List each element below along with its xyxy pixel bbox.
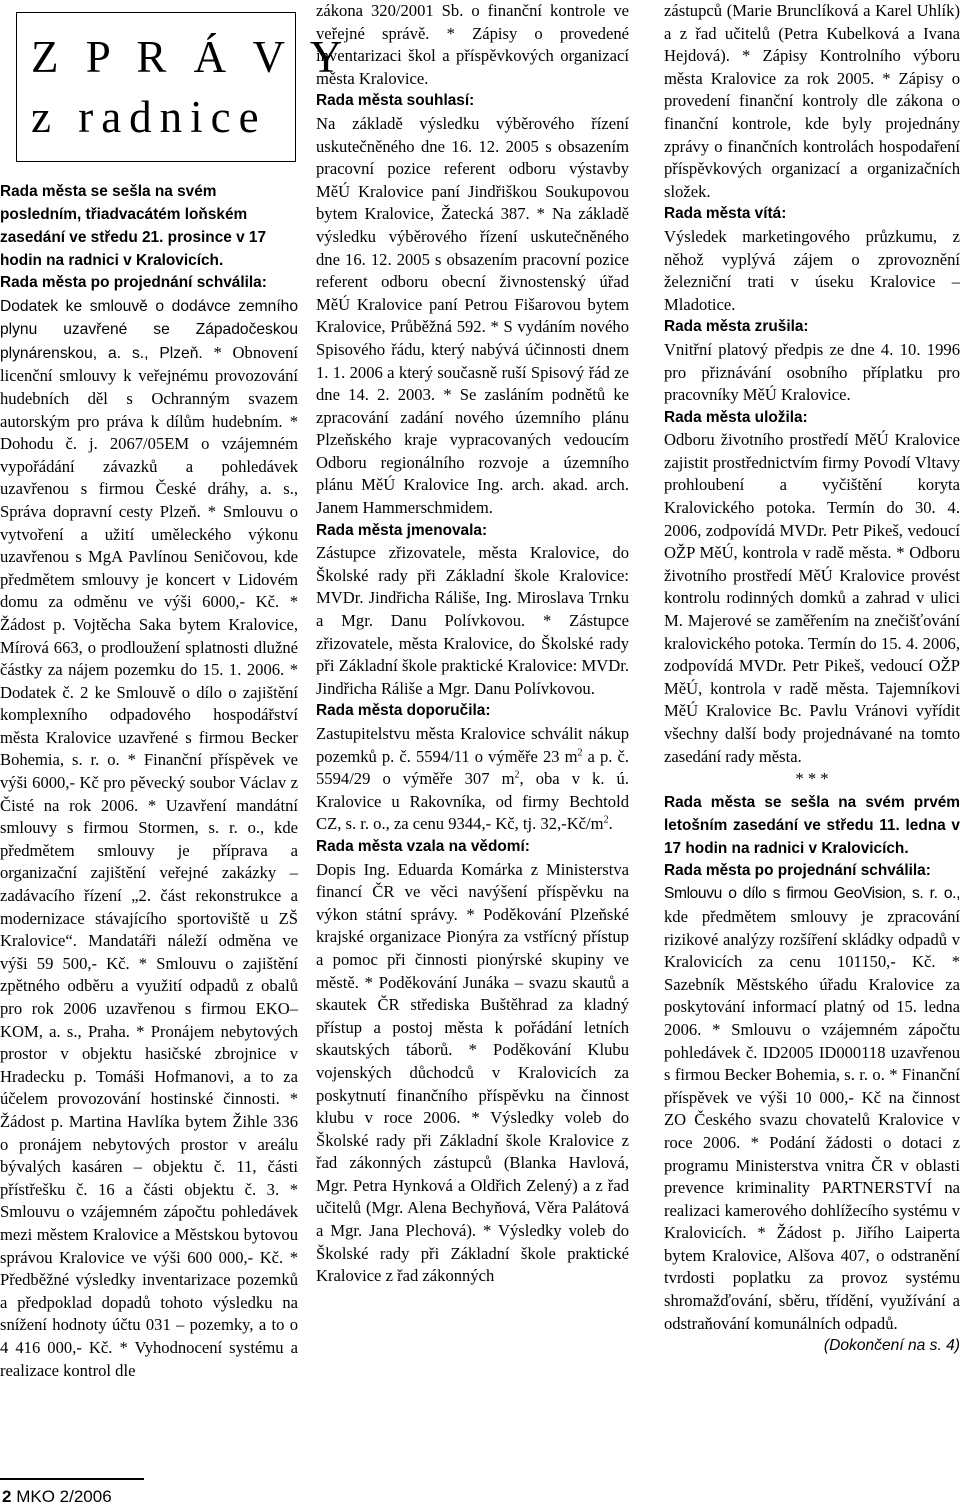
superscript: 2 [514,769,520,781]
superscript: 2 [577,747,583,759]
paragraph-approved [0,295,298,1383]
issue-label: MKO 2/2006 [16,1487,112,1506]
recommended-text-2: a p. č. 5594/29 o výměře 307 m [316,746,629,789]
paragraph-appointed: Zástupce zřizovatele, města Kralovice, do Školské rady při Základní škole Kralovice: MVDr. Jindřicha Ráliše, Ing. Miroslava Trnku a Mgr. Danu Polívkovou. * Zástupce zřizovatele, města Kralovice, do Školské rady při Základní škole praktické Kralovice: MVDr. Jindřicha Ráliše a Mgr. Danu Polívkovou. [316,543,629,698]
recommended-text-3: , oba v k. ú. Kralovice u Rakovníka, od firmy Bechtold CZ, s. r. o., za cenu 9344,- Kč, tj. 32,-Kč/m [316,769,630,834]
column-1 [0,180,298,1382]
paragraph-welcomes: Výsledek marketingového průzkumu, z něhož vyplývá zájem o zprovoznění železniční trati v úseku Kralovice – Mladotice. [664,226,960,314]
heading-ordered: Rada města uložila: [664,408,808,426]
heading-approved-2: Rada města po projednání schválila: [664,861,931,879]
page-number: 2 [2,1487,12,1506]
paragraph-agrees: Na základě výsledku výběrového řízení uskutečněného dne 16. 12. 2005 s obsazením pracovní pozice referent odboru výstavby MěÚ Kralovice paní Jindřiškou Soukupovou bytem Kralovice, Žatecká 387. * Na základě výsledku výběrového řízení uskutečněného dne 16. 12. 2005 s obsazením pracovní pozice referent odboru obecní živnostenský úřad MěÚ Kralovice paní Petrou Fišarovou bytem Kralovice, Průběžná 592. * S vydáním nového Spisového řádu, který nabývá účinnosti dnem 1. 1. 2006 a který současně ruší Spisový řád ze dne 14. 2. 2003. * Se zasláním podnětů ke zpracování zadání nového územního plánu Plzeňského kraje vypracovaných vedoucím Odboru regionálního rozvoje a územního plánu MěÚ Kralovice Ing. arch. akad. arch. Janem Hammerschmidem. [316,113,629,518]
approved-first-item: Dodatek ke smlouvě o dodávce zemního plynu uzavřené se Západočeskou plynárenskou, a. s., Plzeň. [0,297,298,362]
approved-2-items: kde předmětem smlouvy je zpracování rizikové analýzy rozšíření skládky odpadů v Kralovicích za cenu 101150,- Kč. * Sazebník Městského úřadu Kralovice za poskytování informací platný od 15. ledna 2006. * Smlouvu o vzájemném zápočtu pohledávek č. ID2005 ID000118 uzavřenou s firmou Becker Bohemia, s. r. o. * Finanční příspěvek ve výši 10 000,- Kč na činnost ZO Českého svazu chovatelů Kralovice v roce 2006. * Podání žádosti o dotaci z programu Ministerstva vnitra ČR v oblasti prevence kriminality PARTNERSTVÍ na realizaci kamerového dohlížecího systému v Kralovicích. * Žádost p. Jiřího Laiperta bytem Kralovice, Alšova 407, o odstranění tvrdosti poplatku za provoz systému shromažďování, sběru, třídění, využívání a odstraňování komunálních odpadů. [664,906,960,1333]
paragraph-cancelled: Vnitřní platový předpis ze dne 4. 10. 1996 pro přiznávání osobního příplatku pro pracovníky MěÚ Kralovice. [664,339,960,405]
masthead-title: Z P R Á V Y [31,32,351,82]
footer-rule [0,1478,144,1480]
heading-welcomes: Rada města vítá: [664,205,787,223]
paragraph-continued: zástupců (Marie Brunclíková a Karel Uhlík) a z řad učitelů (Petra Kubelková a Ivana Hejdová). * Zápisy Kontrolního výboru města Kralovice za rok 2005. * Zápisy o provedení finanční kontroly dle zákona o finanční kontrole, kde byly projednány zprávy o finančních kontrolách hospodaření příspěvkových organizací a organizačních složek. [664,1,960,201]
column-3 [664,0,960,1358]
page-footer [2,1487,112,1507]
heading-recommended: Rada města doporučila: [316,702,491,720]
heading-noted: Rada města vzala na vědomí: [316,837,530,855]
continued-note: (Dokončení na s. 4) [823,1337,960,1355]
heading-appointed: Rada města jmenovala: [316,521,488,539]
paragraph-continued: zákona 320/2001 Sb. o finanční kontrole ve veřejné správě. * Zápisy o provedené inventarizaci škol a příspěvkových organizací města Kralovice. [316,1,629,88]
recommended-text-1: Zastupitelstvu města Kralovice schválit nákup pozemků p. č. 5594/11 o výměře 23 m [316,724,629,766]
approved-items: * Obnovení licenční smlouvy k veřejnému provozování hudebních děl s Ochranným svazem autorským pro práva k dílům hudebním. * Dohodu č. j. 2067/05EM o vzájemném vypořádání závazků a pohledávek uzavřenou s firmou České dráhy, a. s., Správa dopravní cesty Plzeň. * Smlouvu o vytvoření a užití uměleckého výkonu uzavřenou s MgA Pavlínou Seničovou, kde předmětem smlouvy je koncert v Lidovém domu za odměnu ve výši 6000,- Kč. * Žádost p. Vojtěcha Saka bytem Kralovice, Mírová 663, o prodloužení splatnosti dlužné částky za nájem pozemku do 15. 1. 2006. * Dodatek č. 2 ke Smlouvě o dílo o zajištění komplexního odpadového hospodářství města Kralovice uzavřené s firmou Becker Bohemia, s. r. o. * Finanční příspěvek ve výši 6000,- Kč pro pěvecký soubor Václav z Čisté na rok 2006. * Uzavření mandátní smlouvy s firmou Stormen, s. r. o., kde předmětem smlouvy je příprava a organizační zajištění veřejné zakázky – zadávacího řízení „2. část rekonstrukce a modernizace stávajícího sportoviště u ZŠ Kralovice“. Mandatáři náleží odměna ve výši 59 500,- Kč. * Smlouvu o zajištění zpětného odběru a využití odpadů z obalů pro rok 2006 uzavřenou s firmou EKO–KOM, a. s., Praha. * Pronájem nebytových prostor v objektu hasičské zbrojnice v Hradecku p. Tomáši Hofmanovi, a to za účelem provozování hostinské činnosti. * Žádost p. Martina Havlíka bytem Žihle 336 o pronájem nebytových prostor v areálu bývalých kasáren – objektu č. 11, části přístřešku č. 16 a části objektu č. 3. * Smlouvu o vzájemném zápočtu pohledávek mezi městem Kralovice a Městskou bytovou správou Kralovice ve výši 600 000,- Kč. * Předběžné výsledky inventarizace pozemků a předpoklad dopadů tohoto výsledku na snížení hodnoty účtu 031 – pozemky, a to o 4 416 000,- Kč. * Vyhodnocení systému a realizace kontrol dle [0,342,298,1380]
masthead-subtitle: z radnice [31,92,267,142]
paragraph-recommended [316,723,629,836]
heading-approved: Rada města po projednání schválila: [0,274,267,291]
superscript: 2 [603,814,609,826]
column-2 [316,0,629,1288]
heading-cancelled: Rada města zrušila: [664,318,809,336]
approved-2-first: Smlouvu o dílo s firmou GeoVision, s. r. o., [664,885,960,903]
paragraph-ordered: Odboru životního prostředí MěÚ Kralovice zajistit prostřednictvím firmy Povodí Vltavy prohloubení a vyčištění koryta Kralovického potoka. Termín do 30. 4. 2006, zodpovídá MVDr. Petr Pikeš, vedoucí OŽP MěÚ, kontrola v radě města. * Odboru životního prostředí MěÚ Kralovice provést kontrolu rodinných domků a zahrad v ulici M. Majerové se zaměřením na znečišťování kralovického potoka. Termín do 15. 4. 2006, zodpovídá MVDr. Petr Pikeš, vedoucí OŽP MěÚ, kontrola v radě města. Tajemníkovi MěÚ Kralovice Bc. Pavlu Vránovi vyřídit všechny další body projednávané na tomto zasedání rady města. [664,430,960,766]
section-separator: * * * [795,769,829,789]
recommended-text-4: . [608,814,613,834]
paragraph-noted: Dopis Ing. Eduarda Komárka z Ministerstva financí ČR ve věci navýšení příspěvku na výkon státní správy. * Poděkování Plzeňské krajské organizace Pionýra za vstřícný přístup a pomoc při činnosti pionýrské skupiny ve městě. * Poděkování Junáka – svazu skautů a skautek ČR střediska Buštěhrad za kladný přístup a postoj města k pořádání letních skautských táborů. * Poděkování Klubu vojenských důchodců v Kralovicích za poskytnutí finančního příspěvku na činnost klubu v roce 2006. * Výsledky voleb do Školské rady při Základní škole Kralovice z řad zákonných zástupců (Blanka Havlová, Mgr. Petra Hynková a Oldřich Zelený) a z řad učitelů (Mgr. Alena Bechyňová, Věra Palátová a Mgr. Jana Plechová). * Výsledky voleb do Školské rady při Základní škole praktické Kralovice z řad zákonných [316,859,629,1286]
heading-agrees: Rada města souhlasí: [316,92,475,110]
meeting-lead-2: Rada města se sešla na svém prvém letošním zasedání ve středu 11. ledna v 17 hodin na radnici v Kralovicích. [664,793,960,857]
masthead-box [16,12,351,162]
paragraph-approved-2 [664,882,960,1335]
meeting-lead: Rada města se sešla na svém posledním, třiadvacátém loňském zasedání ve středu 21. prosince v 17 hodin na radnici v Kralovicích. [0,183,267,269]
